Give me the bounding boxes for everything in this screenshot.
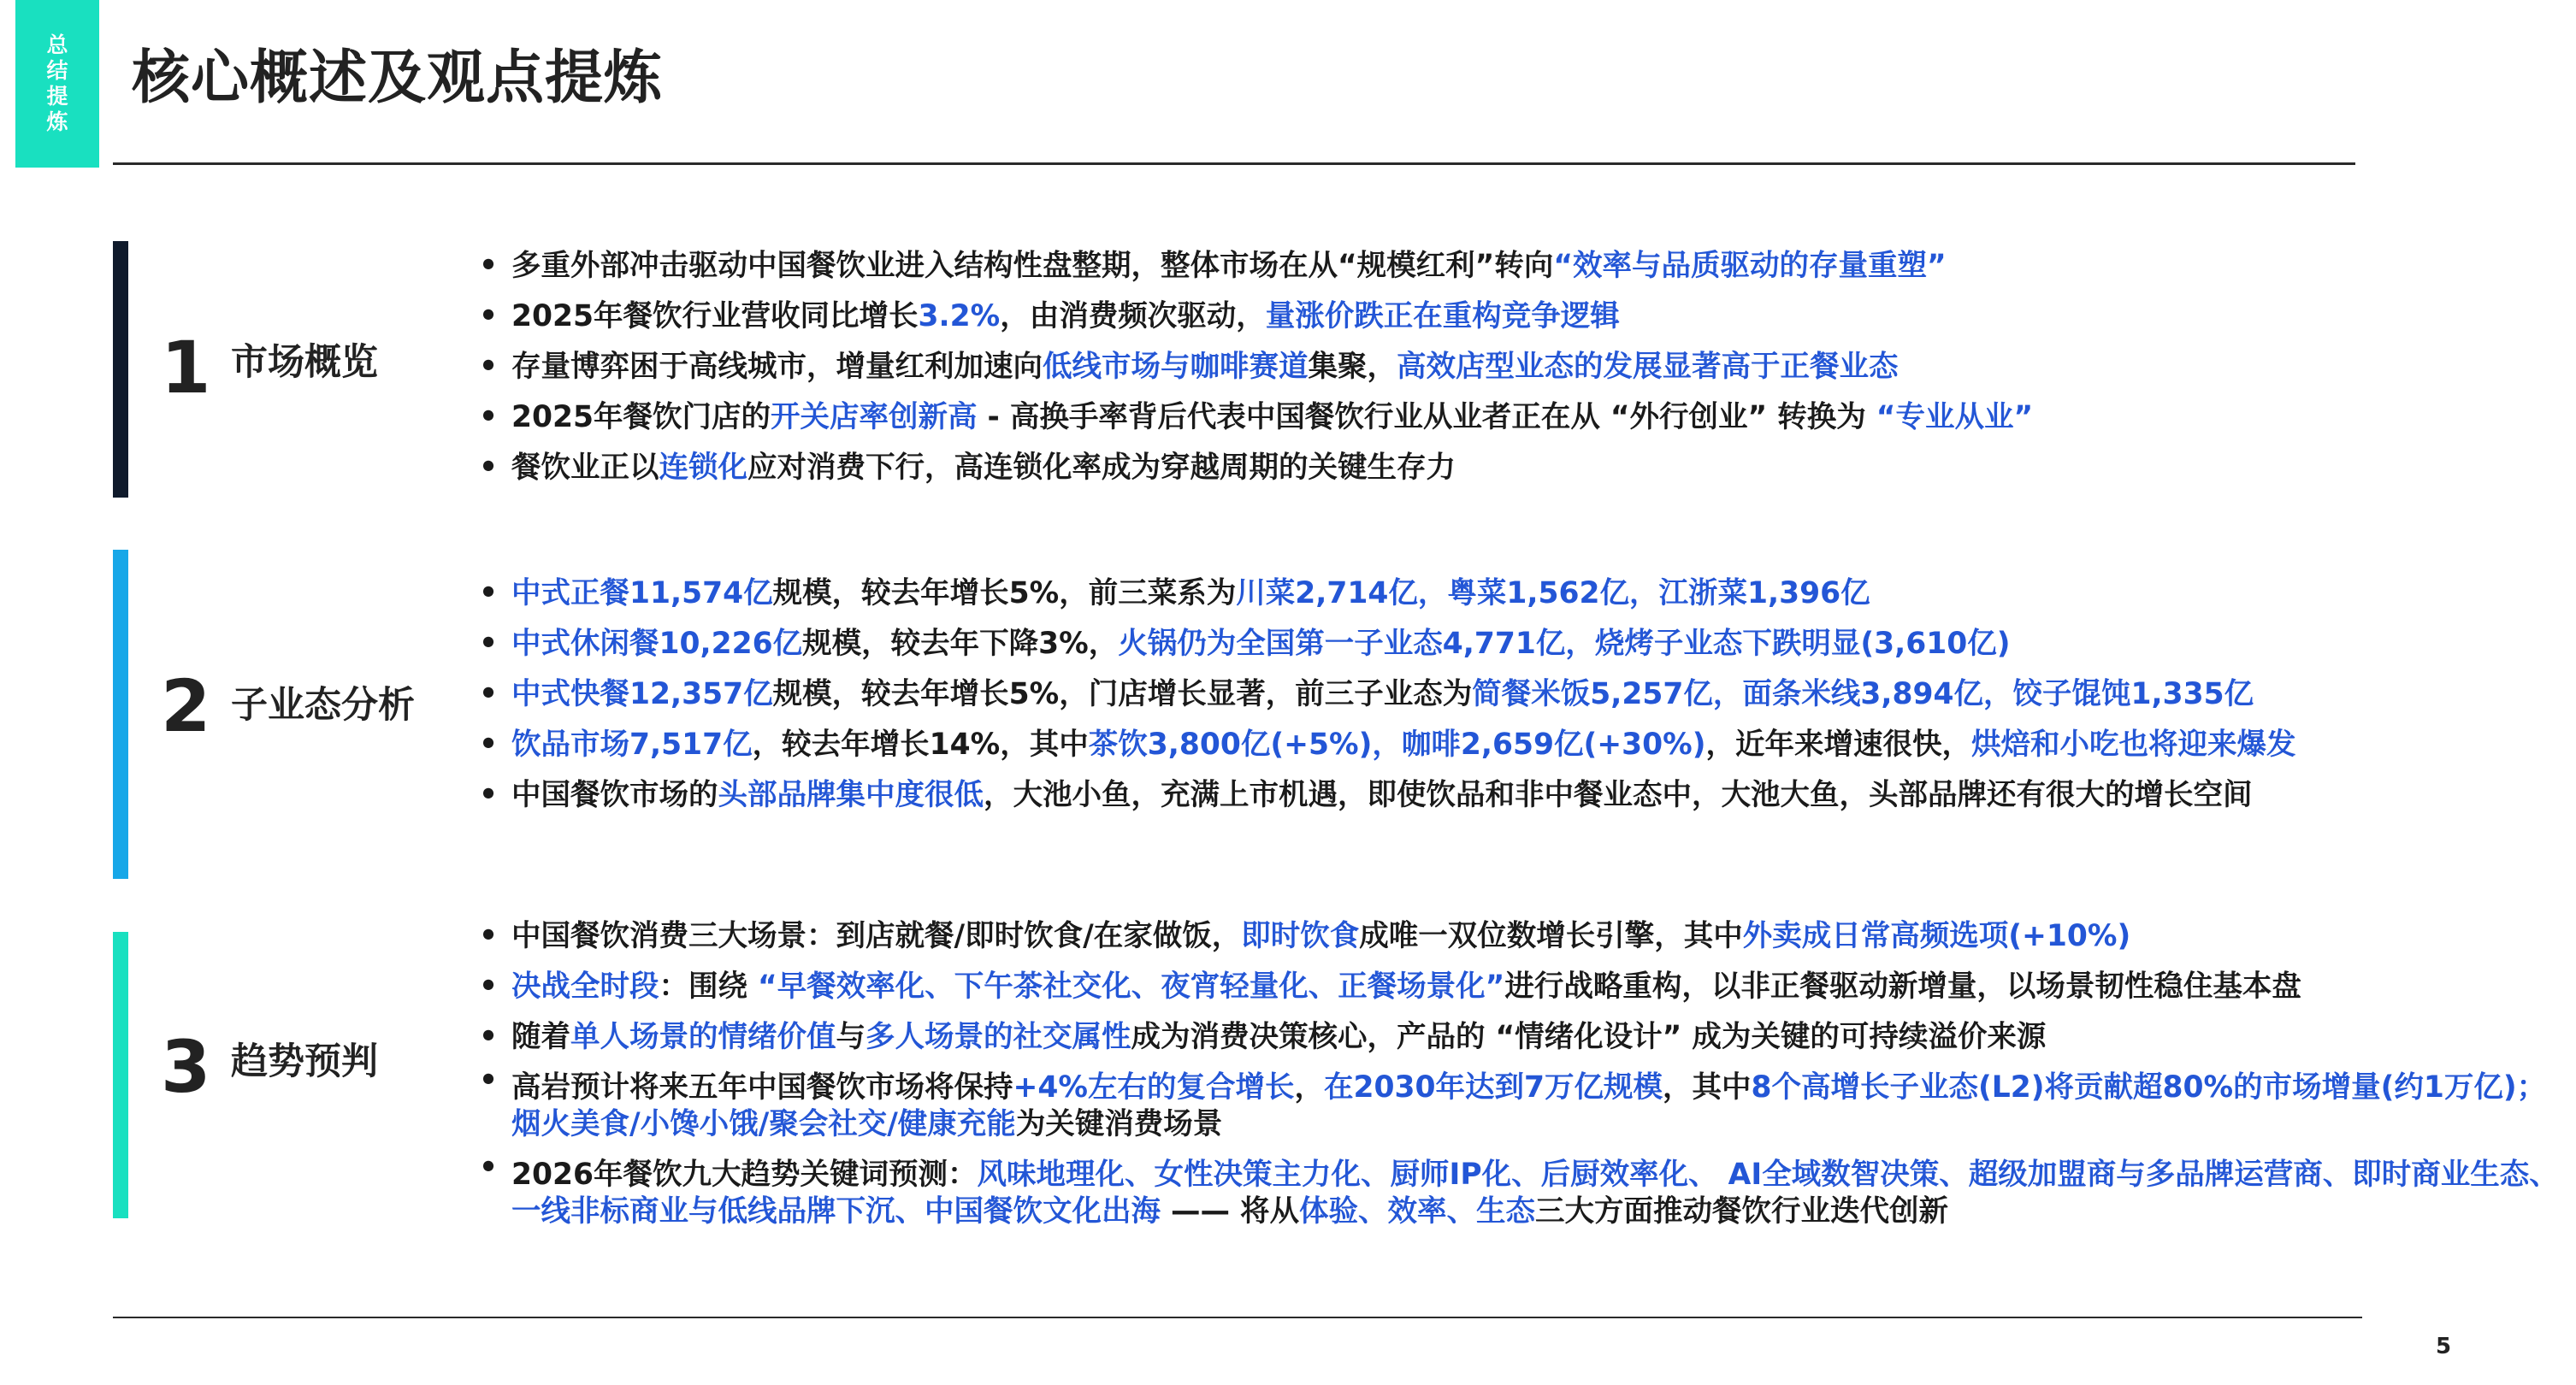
bullet-text: 高岩预计将来五年中国餐饮市场将保持 xyxy=(511,1070,1013,1105)
footer-divider xyxy=(113,1317,2362,1318)
highlight-text: 高效店型业态的发展显著高于正餐业态 xyxy=(1397,350,1899,384)
bullet-text: 随着 xyxy=(511,1020,570,1054)
page-title: 核心概述及观点提炼 xyxy=(132,44,664,112)
bullet-item xyxy=(472,962,2559,1012)
highlight-text: 即时饮食 xyxy=(1241,919,1360,953)
bullet-item xyxy=(472,619,2576,669)
bullet-item xyxy=(472,1150,2559,1237)
bullet-text: 存量博弈困于高线城市，增量红利加速向 xyxy=(511,350,1043,384)
bullet-list xyxy=(472,911,2559,1237)
highlight-text: 量涨价跌正在重构竞争逻辑 xyxy=(1265,299,1620,333)
bullet-text: 三大方面推动餐饮行业迭代创新 xyxy=(1535,1194,1949,1229)
bullet-item xyxy=(472,1012,2559,1063)
section-tag xyxy=(15,0,99,168)
highlight-text: 8个高增长子业态(L2)将贡献超80%的市场增量(约1万亿)；烟火美食/小馋小饿/聚会社交/健康充能 xyxy=(511,1070,2547,1141)
bullet-text: —— 将从 xyxy=(1161,1194,1300,1229)
highlight-text: 体验、效率、生态 xyxy=(1299,1194,1536,1229)
section-subsector-analysis xyxy=(113,550,2354,879)
bullet-text: 进行战略重构，以非正餐驱动新增量，以场景韧性稳住基本盘 xyxy=(1504,970,2301,1004)
bullet-item xyxy=(472,669,2576,720)
highlight-text: 中式休闲餐10,226亿 xyxy=(511,627,803,661)
bullet-text: 中国餐饮市场的 xyxy=(511,778,718,812)
highlight-text: 决战全时段 xyxy=(511,970,659,1004)
highlight-text: “效率与品质驱动的存量重塑” xyxy=(1553,249,1947,283)
bullet-text: 规模，较去年增长5%，门店增长显著，前三子业态为 xyxy=(772,677,1473,711)
section-number: 1 xyxy=(161,326,211,410)
bullet-text: ，近年来增速很快， xyxy=(1705,728,1972,762)
highlight-text: 开关店率创新高 xyxy=(771,400,978,434)
bullet-text: 集聚， xyxy=(1308,350,1397,384)
bullet-item xyxy=(472,770,2576,821)
highlight-text: 连锁化 xyxy=(659,451,747,485)
bullet-item xyxy=(472,911,2559,962)
highlight-text: 在2030年达到7万亿规模 xyxy=(1323,1070,1663,1105)
highlight-text: 3.2% xyxy=(918,299,1001,333)
bullet-text: ，由消费频次驱动， xyxy=(1000,299,1266,333)
bullet-text: ， xyxy=(1294,1070,1324,1105)
bullet-text: 规模，较去年下降3%， xyxy=(802,627,1119,661)
section-title: 趋势预判 xyxy=(231,1040,378,1083)
page-number: 5 xyxy=(2436,1334,2452,1359)
highlight-text: 简餐米饭5,257亿，面条米线3,894亿，饺子馄饨1,335亿 xyxy=(1472,677,2254,711)
section-bar xyxy=(113,932,128,1218)
section-title: 市场概览 xyxy=(231,341,378,384)
bullet-text: 为关键消费场景 xyxy=(1015,1107,1223,1141)
bullet-text: 规模，较去年增长5%，前三菜系为 xyxy=(772,576,1237,610)
bullet-item xyxy=(472,569,2576,619)
section-title: 子业态分析 xyxy=(231,684,415,727)
bullet-list xyxy=(472,569,2576,821)
highlight-text: 多人场景的社交属性 xyxy=(866,1020,1131,1054)
bullet-text: ，其中 xyxy=(1663,1070,1752,1105)
highlight-text: 饮品市场7,517亿 xyxy=(511,728,753,762)
bullet-text: 2025年餐饮门店的 xyxy=(511,400,771,434)
bullet-text: 2026年餐饮九大趋势关键词预测： xyxy=(511,1158,978,1192)
highlight-text: +4%左右的复合增长 xyxy=(1013,1070,1295,1105)
highlight-text: 单人场景的情绪价值 xyxy=(570,1020,836,1054)
bullet-item xyxy=(472,1063,2559,1150)
highlight-text: 外卖成日常高频选项(+10%) xyxy=(1742,919,2131,953)
highlight-text: 中式正餐11,574亿 xyxy=(511,576,773,610)
bullet-item xyxy=(472,720,2576,770)
section-market-overview xyxy=(113,241,2354,498)
bullet-text: 与 xyxy=(836,1020,866,1054)
highlight-text: 风味地理化、女性决策主力化、厨师IP化、后厨效率化、 AI全域数智决策、超级加盟商与多品牌运营商、即时商业生态、一线非标商业与低线品牌下沉、中国餐饮文化出海 xyxy=(511,1158,2559,1229)
bullet-text: 成唯一双位数增长引擎，其中 xyxy=(1359,919,1743,953)
bullet-item xyxy=(472,241,2576,292)
section-bar xyxy=(113,241,128,498)
bullet-item xyxy=(472,443,2576,493)
section-number: 2 xyxy=(161,664,211,748)
highlight-text: 头部品牌集中度很低 xyxy=(718,778,984,812)
bullet-text: ，较去年增长14%，其中 xyxy=(752,728,1089,762)
bullet-item xyxy=(472,392,2576,443)
bullet-text: 中国餐饮消费三大场景：到店就餐/即时饮食/在家做饭， xyxy=(511,919,1242,953)
highlight-text: 中式快餐12,357亿 xyxy=(511,677,773,711)
bullet-text: - 高换手率背后代表中国餐饮行业从业者正在从 “外行创业” 转换为 xyxy=(977,400,1876,434)
section-number: 3 xyxy=(161,1025,211,1109)
bullet-item xyxy=(472,342,2576,392)
bullet-text: ：围绕 xyxy=(659,970,759,1004)
bullet-text: 2025年餐饮行业营收同比增长 xyxy=(511,299,919,333)
highlight-text: 低线市场与咖啡赛道 xyxy=(1043,350,1309,384)
highlight-text: 烘焙和小吃也将迎来爆发 xyxy=(1971,728,2296,762)
section-trend-forecast xyxy=(113,919,2559,1229)
highlight-text: 川菜2,714亿，粤菜1,562亿，江浙菜1,396亿 xyxy=(1236,576,1870,610)
highlight-text: 火锅仍为全国第一子业态4,771亿，烧烤子业态下跌明显(3,610亿) xyxy=(1118,627,2011,661)
highlight-text: 茶饮3,800亿(+5%)，咖啡2,659亿(+30%) xyxy=(1088,728,1706,762)
bullet-text: 多重外部冲击驱动中国餐饮业进入结构性盘整期，整体市场在从“规模红利”转向 xyxy=(511,249,1554,283)
section-bar xyxy=(113,550,128,879)
bullet-text: 餐饮业正以 xyxy=(511,451,659,485)
bullet-text: 应对消费下行，高连锁化率成为穿越周期的关键生存力 xyxy=(747,451,1456,485)
bullet-list xyxy=(472,241,2576,493)
bullet-item xyxy=(472,292,2576,342)
bullet-text: ，大池小鱼，充满上市机遇，即使饮品和非中餐业态中，大池大鱼，头部品牌还有很大的增长空间 xyxy=(984,778,2253,812)
section-tag-label: 总结提炼 xyxy=(46,32,68,134)
title-divider xyxy=(113,162,2355,165)
bullet-text: 成为消费决策核心，产品的 “情绪化设计” 成为关键的可持续溢价来源 xyxy=(1131,1020,2047,1054)
highlight-text: “早餐效率化、下午茶社交化、夜宵轻量化、正餐场景化” xyxy=(758,970,1505,1004)
highlight-text: “专业从业” xyxy=(1876,400,2034,434)
